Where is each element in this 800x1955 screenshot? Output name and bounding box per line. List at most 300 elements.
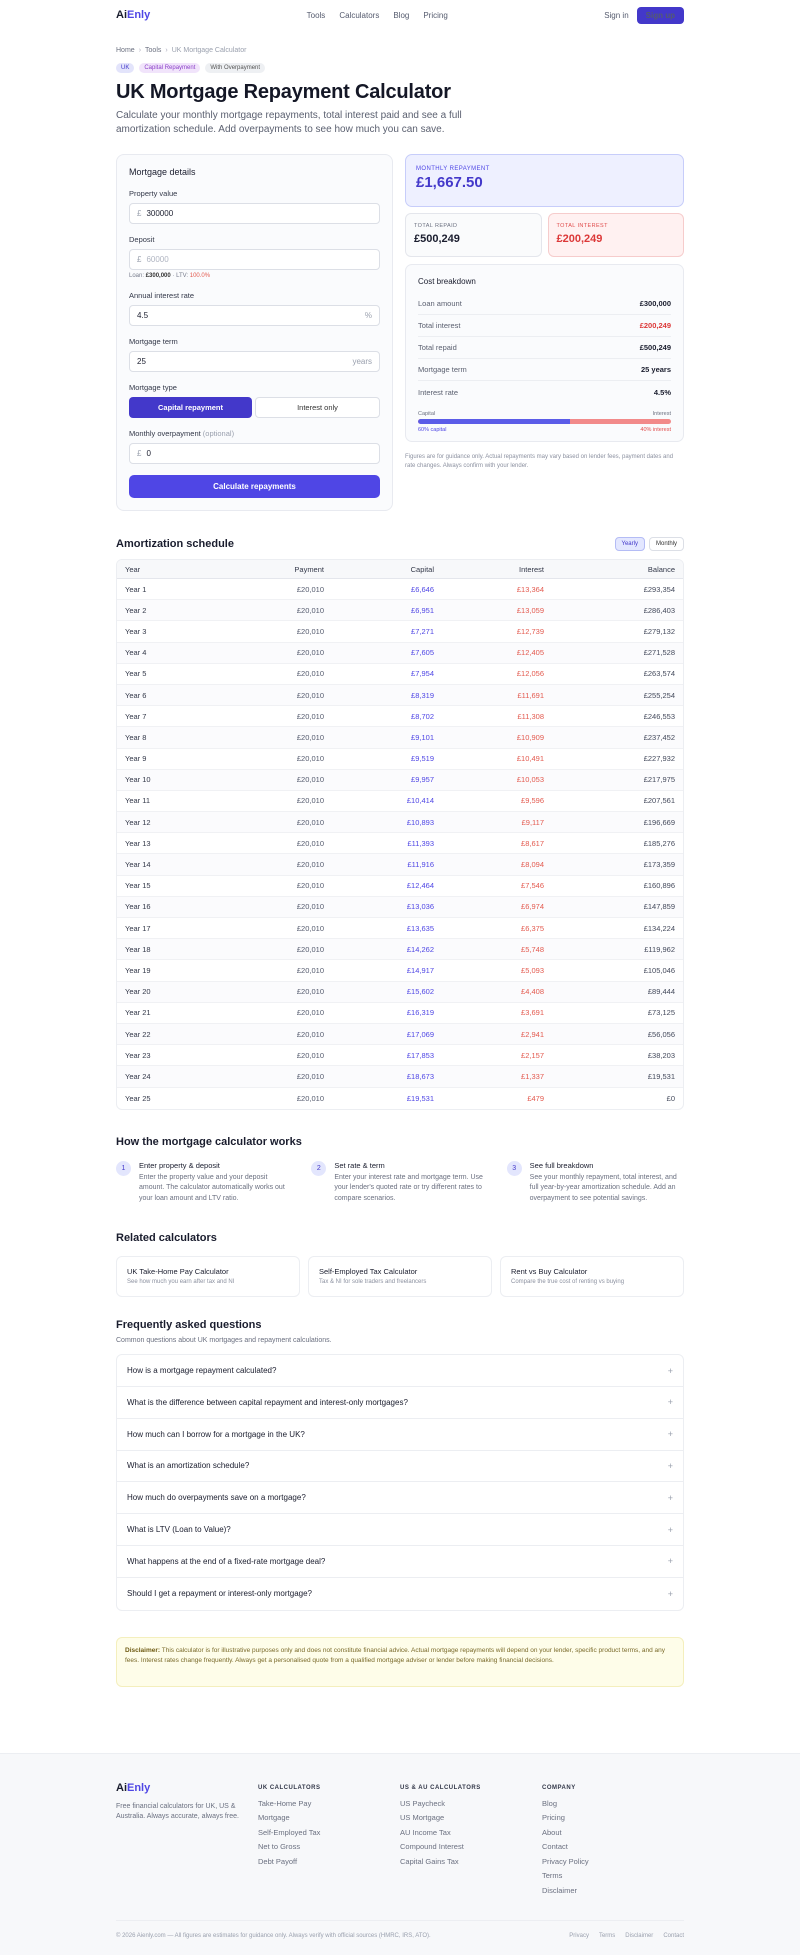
col-interest: Interest [442,560,552,579]
faq-item[interactable] [117,1387,683,1419]
type-interest-button[interactable]: Interest only [255,397,380,418]
cell-payment: £20,010 [237,939,332,960]
mortgage-form [116,154,393,511]
footer-link-privacy[interactable]: Privacy [569,1933,589,1940]
cell-balance: £105,046 [552,960,683,981]
footer-legal-links [569,1933,684,1939]
deposit-label: Deposit [129,235,155,244]
plus-icon: + [667,1588,673,1599]
cell-capital: £13,635 [332,918,442,939]
sign-in-link[interactable]: Sign in [604,10,629,20]
badge-overpayment: With Overpayment [205,63,265,73]
breakdown-row [418,381,671,403]
footer-link-terms[interactable]: Terms [598,1933,616,1940]
cell-payment: £20,010 [237,960,332,981]
footer-link[interactable]: Self-Employed Tax [258,1827,321,1837]
footer-link[interactable]: Compound Interest [400,1842,464,1852]
table-row [117,791,683,812]
logo-part-a: Ai [116,1781,127,1794]
currency-prefix: £ [137,255,142,264]
cell-capital: £18,673 [332,1066,442,1087]
step-description: See your monthly repayment, total interest, and full year-by-year amortization schedule. Add an overpayment to see potential savings. [529,1173,677,1202]
breakdown-row [418,359,671,381]
nav-pricing[interactable]: Pricing [423,10,448,20]
related-calculators [116,1232,684,1297]
cell-capital: £7,954 [332,664,442,685]
cell-payment: £20,010 [237,664,332,685]
footer-tagline: Free financial calculators for UK, US & Australia. Always accurate, always free. [116,1802,239,1821]
cell-balance: £255,254 [552,685,683,706]
breadcrumb-separator: › [165,47,168,54]
footer-link[interactable]: Debt Payoff [258,1856,298,1866]
related-title: Related calculators [116,1232,217,1245]
how-it-works [116,1136,684,1205]
table-row [117,939,683,960]
faq-question: Should I get a repayment or interest-only mortgage? [127,1589,312,1599]
footer-link[interactable]: Capital Gains Tax [400,1856,459,1866]
cell-capital: £11,916 [332,854,442,875]
related-card-take-home[interactable] [116,1256,300,1297]
logo-part-b: Enly [127,9,151,21]
breadcrumb-tools[interactable]: Tools [145,47,162,54]
cell-interest: £5,748 [442,939,552,960]
plus-icon: + [667,1460,673,1471]
table-row [117,621,683,642]
cell-payment: £20,010 [237,1003,332,1024]
table-row [117,706,683,727]
cell-balance: £237,452 [552,727,683,748]
logo[interactable] [116,9,150,21]
col-capital: Capital [332,560,442,579]
footer-link[interactable]: AU Income Tax [400,1827,451,1837]
overpayment-input[interactable] [146,449,372,458]
disclaimer-text: This calculator is for illustrative purposes only and does not constitute financial advice. Actual mortgage repayments will depend on your lender, specific product terms, and any fees. Interest rates change frequently. Always get a personalised quote from a qualified mortgage adviser or lender before making financial decisions. [125,1646,666,1665]
cell-interest: £479 [527,1093,544,1103]
term-input[interactable] [137,357,352,366]
table-row [117,1003,683,1024]
bar-right-label: Interest [652,411,671,417]
cell-year: Year 23 [117,1045,237,1066]
cell-year: Year 21 [117,1003,237,1024]
cell-year: Year 19 [117,960,237,981]
cell-interest: £5,093 [442,960,552,981]
cell-interest: £3,691 [442,1003,552,1024]
breakdown-row [418,293,671,315]
cell-year: Year 3 [117,621,237,642]
cell-payment: £20,010 [237,876,332,897]
step-number: 3 [507,1161,522,1176]
related-card-desc: Compare the true cost of renting vs buying [511,1279,625,1286]
table-row [117,1024,683,1045]
footer-col-us-au [400,1782,542,1899]
footer-brand [116,1782,258,1899]
cell-balance: £263,574 [552,664,683,685]
cell-interest: £6,375 [442,918,552,939]
table-row [117,685,683,706]
cell-year: Year 11 [117,791,237,812]
capital-bar-fill [418,419,570,424]
table-row [117,833,683,854]
rate-suffix: % [364,311,372,320]
property-value-input[interactable] [146,209,372,218]
faq-item[interactable] [117,1578,683,1610]
cell-year: Year 15 [117,876,237,897]
col-balance: Balance [552,560,683,579]
split-bar-labels [418,411,671,417]
cell-balance: £73,125 [552,1003,683,1024]
cell-balance: £286,403 [552,600,683,621]
cell-balance: £196,669 [552,812,683,833]
cell-year: Year 22 [117,1024,237,1045]
footer-link[interactable]: US Mortgage [400,1813,445,1823]
footer-link-list [400,1797,542,1870]
cell-interest: £11,308 [442,706,552,727]
amortization-table [116,559,684,1110]
step-description: Enter your interest rate and mortgage term. Use your lender's quoted rate or try different rates to compare scenarios. [334,1173,483,1202]
step-number: 1 [116,1161,131,1176]
footer-col-heading: UK CALCULATORS [258,1784,321,1791]
cell-year: Year 7 [117,706,237,727]
footer-link-list [542,1797,684,1899]
cell-year: Year 6 [117,685,237,706]
breakdown-key: Interest rate [418,387,459,397]
cell-capital: £10,893 [332,812,442,833]
footer-col-heading: COMPANY [542,1784,576,1791]
footer-link[interactable]: Contact [542,1842,568,1852]
cell-year: Year 17 [117,918,237,939]
footer-link[interactable]: Blog [542,1798,558,1808]
cell-year: Year 2 [117,600,237,621]
step-title: Set rate & term [334,1160,385,1170]
plus-icon: + [667,1397,673,1408]
faq-question: What happens at the end of a fixed-rate mortgage deal? [127,1556,326,1566]
ltv-hint-value: 100.0% [189,273,211,279]
faq-question: What is LTV (Loan to Value)? [127,1525,231,1535]
cell-capital: £6,646 [332,579,442,600]
cell-capital: £15,602 [332,982,442,1003]
related-card-title: UK Take-Home Pay Calculator [127,1267,229,1277]
cell-interest: £8,094 [442,854,552,875]
cell-year: Year 10 [117,770,237,791]
cell-year: Year 24 [117,1066,237,1087]
table-row [117,982,683,1003]
loan-hint-label: Loan: [129,273,145,279]
how-title: How the mortgage calculator works [116,1135,302,1148]
cell-balance: £38,203 [552,1045,683,1066]
step-description: Enter the property value and your deposit amount. The calculator automatically works out your loan amount and LTV ratio. [139,1173,285,1202]
amortization-rows [117,579,683,1109]
term-field[interactable] [129,351,380,372]
amortization-header [116,537,684,551]
deposit-field[interactable] [129,249,380,270]
cell-interest: £11,691 [442,685,552,706]
cell-payment: £20,010 [237,918,332,939]
total-interest-label: TOTAL INTEREST [556,223,608,229]
total-interest-value: £200,249 [556,233,603,245]
cell-capital: £7,271 [332,621,442,642]
loan-hint-value: £300,000 [145,273,171,279]
table-row [117,600,683,621]
cell-capital: £14,917 [332,960,442,981]
currency-prefix: £ [137,209,142,218]
table-row [117,579,683,600]
total-repaid-value: £500,249 [414,233,460,245]
site-footer [0,1753,800,1955]
cell-interest: £10,053 [442,770,552,791]
cell-interest: £4,408 [442,982,552,1003]
split-bar-percentages [418,427,671,433]
footer-link[interactable]: US Paycheck [400,1798,446,1808]
cell-balance: £271,528 [552,643,683,664]
monthly-repayment-card [405,154,684,207]
deposit-input[interactable] [146,255,372,264]
cell-capital: £13,036 [332,897,442,918]
breakdown-value: 4.5% [653,387,671,397]
property-value-field[interactable] [129,203,380,224]
type-label: Mortgage type [129,383,177,392]
cell-balance: £0 [666,1093,675,1103]
amortization-title: Amortization schedule [116,538,234,550]
related-card-title: Self-Employed Tax Calculator [319,1267,418,1277]
footer-link[interactable]: Pricing [542,1813,565,1823]
faq-section [116,1319,684,1610]
cell-year: Year 16 [117,897,237,918]
cell-year: Year 20 [117,982,237,1003]
cell-interest: £1,337 [442,1066,552,1087]
steps [116,1161,684,1205]
breakdown-row [418,315,671,337]
plus-icon: + [667,1524,673,1535]
nav-tools[interactable]: Tools [306,10,326,20]
cell-balance: £160,896 [552,876,683,897]
faq-question: How is a mortgage repayment calculated? [127,1366,277,1376]
cell-capital: £14,262 [332,939,442,960]
faq-subtitle: Common questions about UK mortgages and repayment calculations. [116,1337,332,1345]
breakdown-value: £500,249 [639,343,671,352]
amortization-section [116,537,684,1110]
table-row [117,1066,683,1087]
cell-payment: £20,010 [237,600,332,621]
faq-item[interactable] [117,1419,683,1451]
footer-col-company [542,1782,684,1899]
footer-logo[interactable] [116,1782,258,1794]
cell-year: Year 14 [117,854,237,875]
sign-up-button[interactable]: Sign up [637,7,684,24]
cell-year: Year 25 [125,1093,151,1103]
cell-payment: £20,010 [237,854,332,875]
breakdown-title: Cost breakdown [418,277,476,286]
faq-item[interactable] [117,1451,683,1483]
overpayment-field[interactable] [129,443,380,464]
cell-payment: £20,010 [237,621,332,642]
cell-payment: £20,010 [237,770,332,791]
table-row [117,643,683,664]
faq-item[interactable] [117,1482,683,1514]
table-row [117,727,683,748]
cell-interest: £13,364 [442,579,552,600]
cell-capital: £8,702 [332,706,442,727]
footer-col-uk [258,1782,400,1899]
cell-payment: £20,010 [237,812,332,833]
property-label: Property value [129,189,178,198]
monthly-toggle[interactable]: Monthly [649,537,684,551]
cell-balance: £134,224 [552,918,683,939]
cell-payment: £20,010 [237,1066,332,1087]
cell-capital: £8,319 [332,685,442,706]
page-lead: Calculate your monthly mortgage repayments, total interest paid and see a full amortization schedule. Add overpayments to see how much you can save. [116,110,462,135]
rate-input[interactable] [137,311,365,320]
breakdown-key: Total repaid [418,343,457,352]
step [116,1161,293,1205]
monthly-value: £1,667.50 [416,174,483,191]
results-panel [405,154,684,511]
cell-year: Year 5 [117,664,237,685]
cell-capital: £11,393 [332,833,442,854]
footer-link[interactable]: Net to Gross [258,1842,301,1852]
faq-question: What is an amortization schedule? [127,1461,250,1471]
faq-item[interactable] [117,1514,683,1546]
cell-payment: £20,010 [237,727,332,748]
breadcrumb-home[interactable]: Home [116,47,135,54]
table-row [117,918,683,939]
capital-percent: 60% capital [418,427,447,433]
faq-question: What is the difference between capital repayment and interest-only mortgages? [127,1397,408,1407]
step [507,1161,684,1205]
footer-link[interactable]: Mortgage [258,1813,290,1823]
cell-capital: £16,319 [332,1003,442,1024]
term-suffix: years [352,357,372,366]
cell-interest: £13,059 [442,600,552,621]
related-cards [116,1256,684,1297]
footer-link[interactable]: Take-Home Pay [258,1798,312,1808]
cell-interest: £9,117 [442,812,552,833]
yearly-toggle[interactable]: Yearly [615,537,645,551]
badge-uk: UK [116,63,134,73]
table-row [117,960,683,981]
nav-calculators[interactable]: Calculators [339,10,380,20]
cell-interest: £8,617 [442,833,552,854]
disclaimer-label: Disclaimer: [125,1646,161,1654]
cell-balance: £185,276 [552,833,683,854]
faq-title: Frequently asked questions [116,1319,262,1332]
cost-breakdown [405,264,684,442]
footer-link[interactable]: Privacy Policy [542,1856,589,1866]
cell-interest: £9,596 [442,791,552,812]
cell-payment: £20,010 [237,897,332,918]
step [311,1161,488,1205]
footer-link-disclaimer[interactable]: Disclaimer [625,1933,654,1940]
related-card-desc: See how much you earn after tax and NI [127,1279,235,1286]
col-year: Year [117,560,237,579]
monthly-label: MONTHLY REPAYMENT [416,166,490,172]
overpayment-label-text: Monthly overpayment [129,429,201,438]
cell-payment: £20,010 [237,1045,332,1066]
cell-capital: £17,853 [332,1045,442,1066]
footer-bottom [116,1920,684,1939]
related-card-self-employed[interactable] [308,1256,492,1297]
rate-label: Annual interest rate [129,291,195,300]
footer-link[interactable]: Disclaimer [542,1885,578,1895]
faq-question: How much do overpayments save on a mortgage? [127,1493,306,1503]
cell-balance: £119,962 [552,939,683,960]
rate-field[interactable] [129,305,380,326]
disclaimer [116,1637,684,1687]
copyright: © 2026 Aienly.com — All figures are estimates for guidance only. Always verify with official sources (HMRC, IRS, ATO). [116,1933,431,1940]
main-content [116,47,684,1687]
site-header [116,0,684,30]
footer-link-contact[interactable]: Contact [663,1933,684,1940]
breakdown-key: Mortgage term [418,365,467,374]
table-row [117,749,683,770]
related-card-rent-vs-buy[interactable] [500,1256,684,1297]
footer-link[interactable]: Terms [542,1871,563,1881]
plus-icon: + [667,1492,673,1503]
table-header-row [117,560,683,579]
cell-balance: £56,056 [552,1024,683,1045]
cell-capital: £17,069 [332,1024,442,1045]
breadcrumb-separator: › [138,47,142,54]
cell-capital: £10,414 [332,791,442,812]
calculate-button[interactable]: Calculate repayments [129,475,380,498]
currency-prefix: £ [137,449,142,458]
logo-part-a: Ai [116,9,127,21]
footer-columns [116,1782,684,1899]
cell-payment: £20,010 [237,791,332,812]
cell-payment: £20,010 [237,579,332,600]
cell-balance: £279,132 [552,621,683,642]
breadcrumb [116,47,684,54]
plus-icon: + [667,1429,673,1440]
col-payment: Payment [237,560,332,579]
ltv-hint-label: LTV: [176,273,189,279]
cell-capital: £7,605 [332,643,442,664]
breakdown-value: £200,249 [639,321,671,330]
faq-item[interactable] [117,1355,683,1387]
breakdown-key: Total interest [418,321,461,330]
step-title: See full breakdown [529,1160,594,1170]
cell-balance: £147,859 [552,897,683,918]
cell-interest: £6,974 [442,897,552,918]
breakdown-value: 25 years [640,365,671,374]
faq-list [116,1354,684,1610]
breakdown-value: £300,000 [639,299,671,308]
page-title: UK Mortgage Repayment Calculator [116,81,451,103]
interest-percent: 40% interest [640,427,671,433]
cell-interest: £12,739 [442,621,552,642]
cell-payment: £20,010 [237,1024,332,1045]
table-row [117,854,683,875]
nav-blog[interactable]: Blog [393,10,410,20]
totals [405,213,684,257]
cell-balance: £19,531 [552,1066,683,1087]
faq-item[interactable] [117,1546,683,1578]
faq-question: How much can I borrow for a mortgage in the UK? [127,1429,305,1439]
footer-link-list [258,1797,400,1870]
cell-interest: £12,405 [442,643,552,664]
cell-payment: £20,010 [237,982,332,1003]
footer-link[interactable]: About [542,1827,562,1837]
type-capital-button[interactable]: Capital repayment [129,397,252,418]
cell-capital: £9,957 [332,770,442,791]
table-row [117,1045,683,1066]
breadcrumb-current: UK Mortgage Calculator [171,47,247,54]
cell-balance: £207,561 [552,791,683,812]
breakdown-row [418,337,671,359]
total-interest-card [548,213,685,257]
step-title: Enter property & deposit [139,1160,220,1170]
cell-interest: £2,941 [442,1024,552,1045]
cell-payment: £20,010 [237,833,332,854]
